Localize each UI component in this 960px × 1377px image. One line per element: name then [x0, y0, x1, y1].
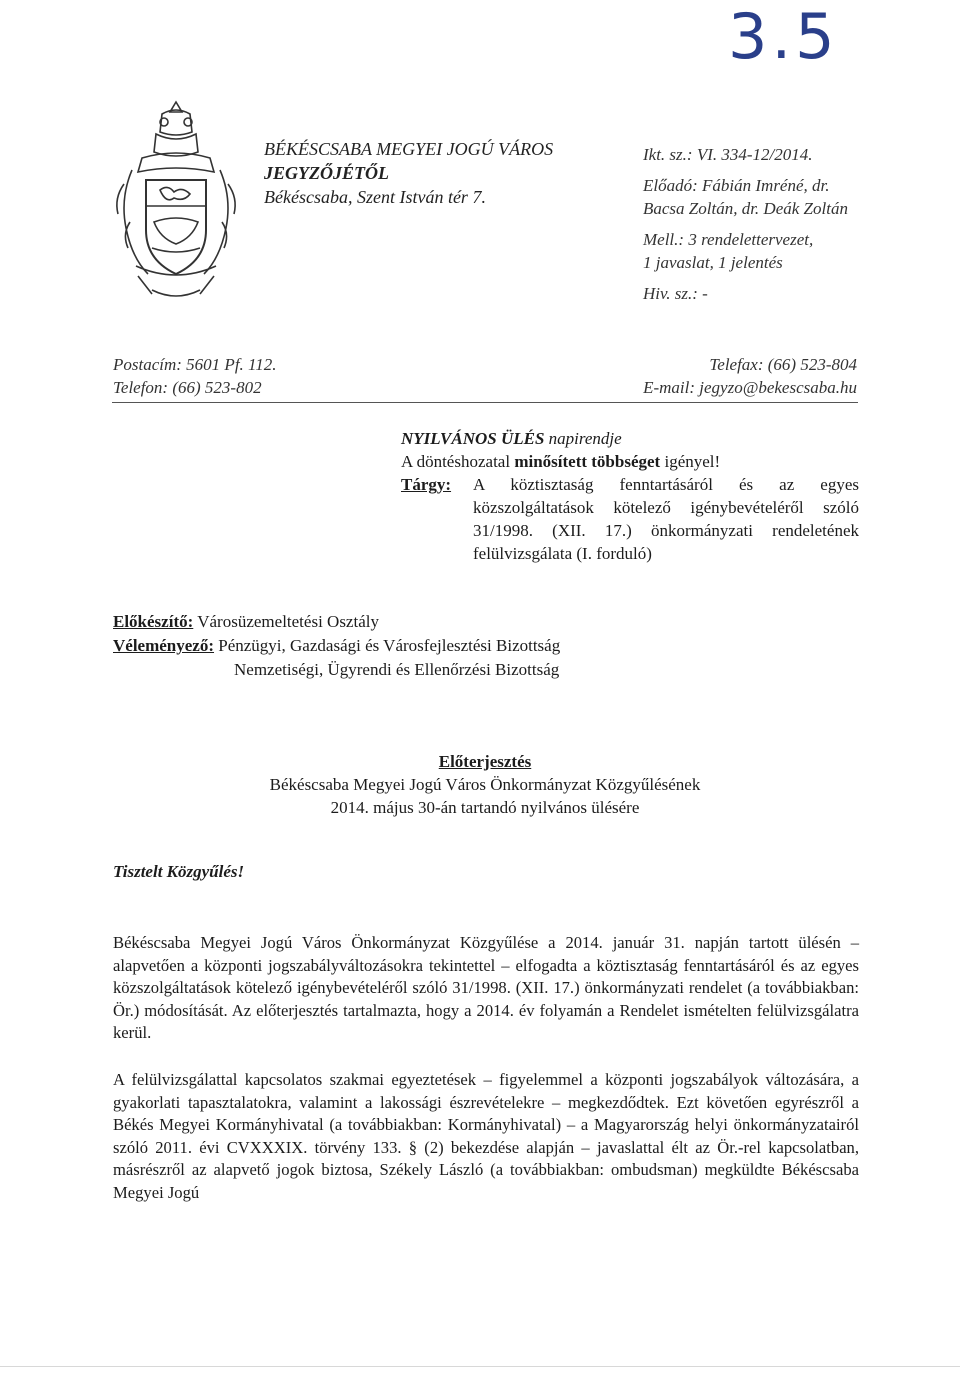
- preparer-row: [113, 610, 560, 634]
- preparer-value: Városüzemeltetési Osztály: [197, 612, 379, 631]
- issuer-address: Békéscsaba, Szent István tér 7.: [264, 187, 486, 207]
- subject-text: A köztisztaság fenntartásáról és az egyes közszolgáltatások kötelező igénybevételéről szóló 31/1998. (XII. 17.) önkormányzati rendeletének felülvizsgálata (I. forduló): [473, 475, 859, 563]
- header-divider: [112, 402, 858, 403]
- presenter-line2: Bacsa Zoltán, dr. Deák Zoltán: [643, 199, 848, 218]
- postal-address: Postacím: 5601 Pf. 112.: [113, 355, 277, 374]
- presenter-line1: Előadó: Fábián Imréné, dr.: [643, 176, 830, 195]
- agenda-heading-main: NYILVÁNOS ÜLÉS: [401, 429, 545, 448]
- phone-number: Telefon: (66) 523-802: [113, 378, 262, 397]
- reference-block: [643, 143, 848, 305]
- agenda-heading-suffix: napirendje: [548, 429, 622, 448]
- preparer-label: Előkészítő:: [113, 612, 194, 631]
- agenda-block: [401, 427, 859, 565]
- body-paragraph-1: Békéscsaba Megyei Jogú Város Önkormányzat Közgyűlése a 2014. január 31. napján tartott ülésén – alapvetően a központi jogszabályváltozásokra tekintettel – elfogadta a köztisztaság fenntartásáról és az egyes közszolgáltatások kötelező igénybevételéről szóló 31/1998. (XII. 17.) önkormányzati rendelet (a továbbiakban: Ör.) módosítását. Az előterjesztés tartalmazta, hogy a 2014. év folyamán a Rendelet ismételten felülvizsgálatra kerül.: [113, 933, 859, 1042]
- preparation-block: [113, 610, 560, 682]
- attachments-line2: 1 javaslat, 1 jelentés: [643, 253, 783, 272]
- city-coat-of-arms-icon: [112, 98, 240, 306]
- reference-number: Hiv. sz.: -: [643, 284, 708, 303]
- issuer-name: BÉKÉSCSABA MEGYEI JOGÚ VÁROS: [264, 139, 554, 159]
- proposal-heading-block: [112, 750, 858, 819]
- decision-prefix: A döntéshozatal: [401, 452, 511, 471]
- page-bottom-edge: [0, 1366, 960, 1367]
- registry-number: Ikt. sz.: VI. 334-12/2014.: [643, 145, 813, 164]
- issuer-block: [264, 137, 553, 209]
- email-address: E-mail: jegyzo@bekescsaba.hu: [643, 378, 857, 397]
- decision-suffix: igényel!: [664, 452, 721, 471]
- handwritten-agenda-number: 3.5: [728, 0, 839, 73]
- fax-number: Telefax: (66) 523-804: [709, 355, 857, 374]
- reviewer-committee-1: Pénzügyi, Gazdasági és Városfejlesztési Bizottság: [218, 636, 561, 655]
- proposal-addressee: Békéscsaba Megyei Jogú Város Önkormányzat Közgyűlésének: [269, 775, 701, 794]
- subject: [401, 473, 859, 565]
- postal-block: [113, 353, 277, 399]
- agenda-heading: [401, 427, 859, 450]
- body-paragraph-2: A felülvizsgálattal kapcsolatos szakmai egyeztetések – figyelemmel a központi jogszabályok változására, a gyakorlati tapasztalatokra, valamint a lakossági észrevételekre – megkezdődtek. Ezt követően egyrészről a Békés Megyei Kormányhivatal (a továbbiakban: Kormányhivatal) – a Magyarország helyi önkormányzatairól szóló 2011. évi CVXXXIX. törvény 133. § (2) bekezdése alapján – javaslattal élt az Ör.-rel kapcsolatban, másrészről az alapvető jogok biztosa, Székely László (a továbbiakban: ombudsman) megküldte Békéscsaba Megyei Jogú: [113, 1070, 859, 1202]
- reviewer-committee-2: Nemzetiségi, Ügyrendi és Ellenőrzési Bizottság: [234, 660, 560, 679]
- attachments-line1: Mell.: 3 rendelettervezet,: [643, 230, 814, 249]
- issuer-office: JEGYZŐJÉTŐL: [264, 163, 389, 183]
- reviewer-label: Véleményező:: [113, 636, 215, 655]
- contact-block: [643, 353, 857, 399]
- decision-requirement: [401, 450, 859, 473]
- salutation: Tisztelt Közgyűlés!: [113, 862, 245, 881]
- decision-majority: minősített többséget: [514, 452, 661, 471]
- subject-label: Tárgy:: [401, 475, 452, 494]
- proposal-title: Előterjesztés: [438, 752, 532, 771]
- reviewer-row: [113, 634, 560, 658]
- proposal-session: 2014. május 30-án tartandó nyilvános ülésére: [330, 798, 640, 817]
